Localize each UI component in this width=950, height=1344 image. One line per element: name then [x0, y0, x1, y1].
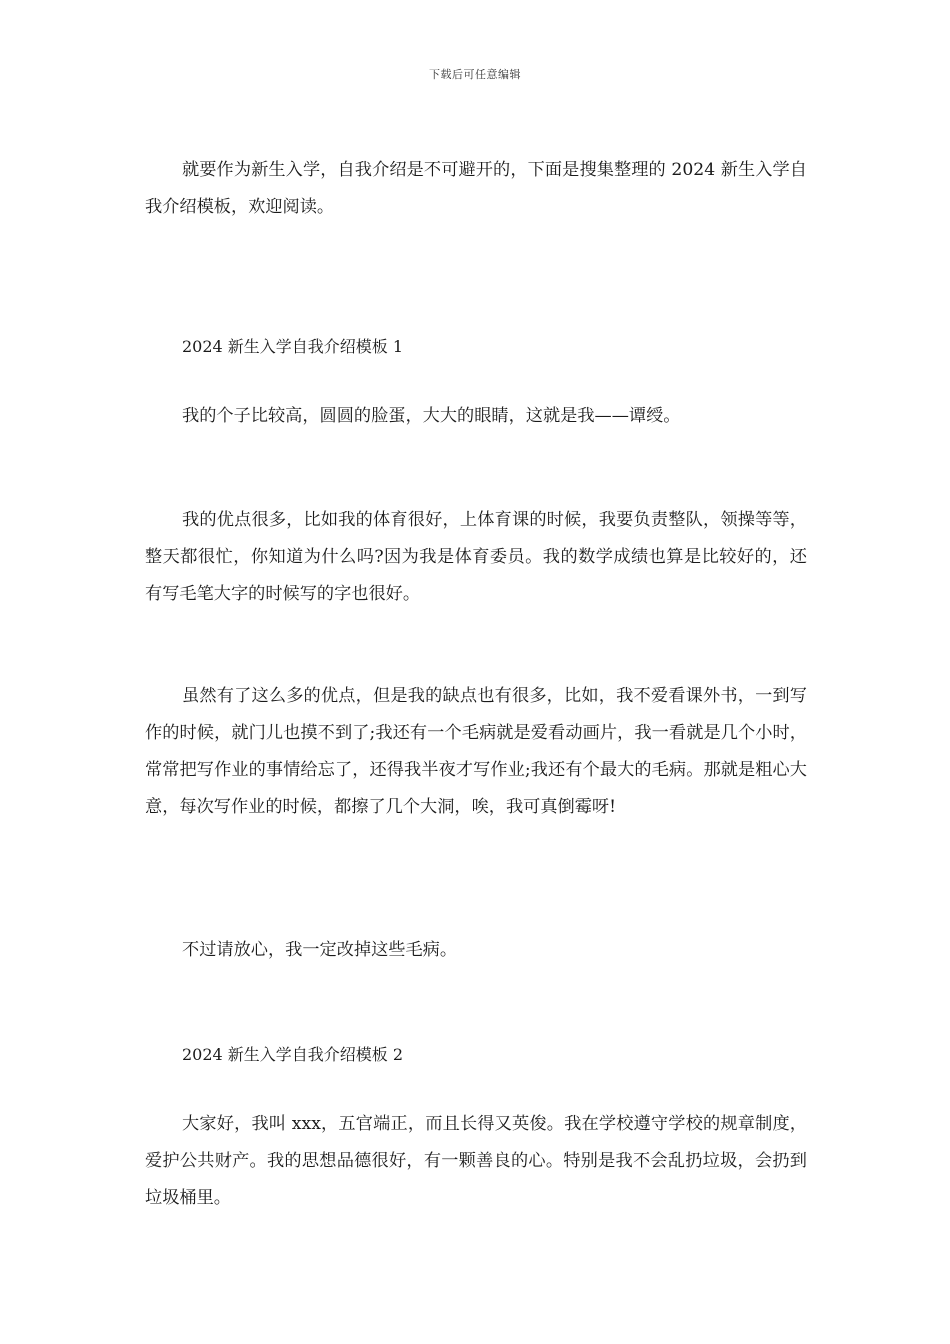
header-note: 下载后可任意编辑 — [429, 68, 521, 81]
section-2-paragraph-1: 大家好，我叫 xxx，五官端正，而且长得又英俊。我在学校遵守学校的规章制度，爱护公共财产。我的思想品德很好，有一颗善良的心。特别是我不会乱扔垃圾，会扔到垃圾桶里。 — [145, 1114, 807, 1208]
section-2-title: 2024 新生入学自我介绍模板 2 — [182, 1045, 404, 1064]
section-1-title: 2024 新生入学自我介绍模板 1 — [182, 337, 404, 356]
section-1-paragraph-2: 我的优点很多，比如我的体育很好，上体育课的时候，我要负责整队，领操等等，整天都很忙，你知道为什么吗?因为我是体育委员。我的数学成绩也算是比较好的，还有写毛笔大字的时候写的字也很好。 — [145, 510, 807, 604]
section-1-paragraph-1: 我的个子比较高，圆圆的脸蛋，大大的眼睛，这就是我——谭绶。 — [182, 406, 681, 426]
intro-paragraph: 就要作为新生入学，自我介绍是不可避开的，下面是搜集整理的 2024 新生入学自我介绍模板，欢迎阅读。 — [145, 160, 807, 217]
section-1-paragraph-4: 不过请放心，我一定改掉这些毛病。 — [182, 940, 458, 960]
section-1-paragraph-3: 虽然有了这么多的优点，但是我的缺点也有很多，比如，我不爱看课外书，一到写作的时候，就门儿也摸不到了;我还有一个毛病就是爱看动画片，我一看就是几个小时，常常把写作业的事情给忘了，还得我半夜才写作业;我还有个最大的毛病。那就是粗心大意，每次写作业的时候，都擦了几个大洞，唉，我可真倒霉呀! — [145, 686, 807, 817]
